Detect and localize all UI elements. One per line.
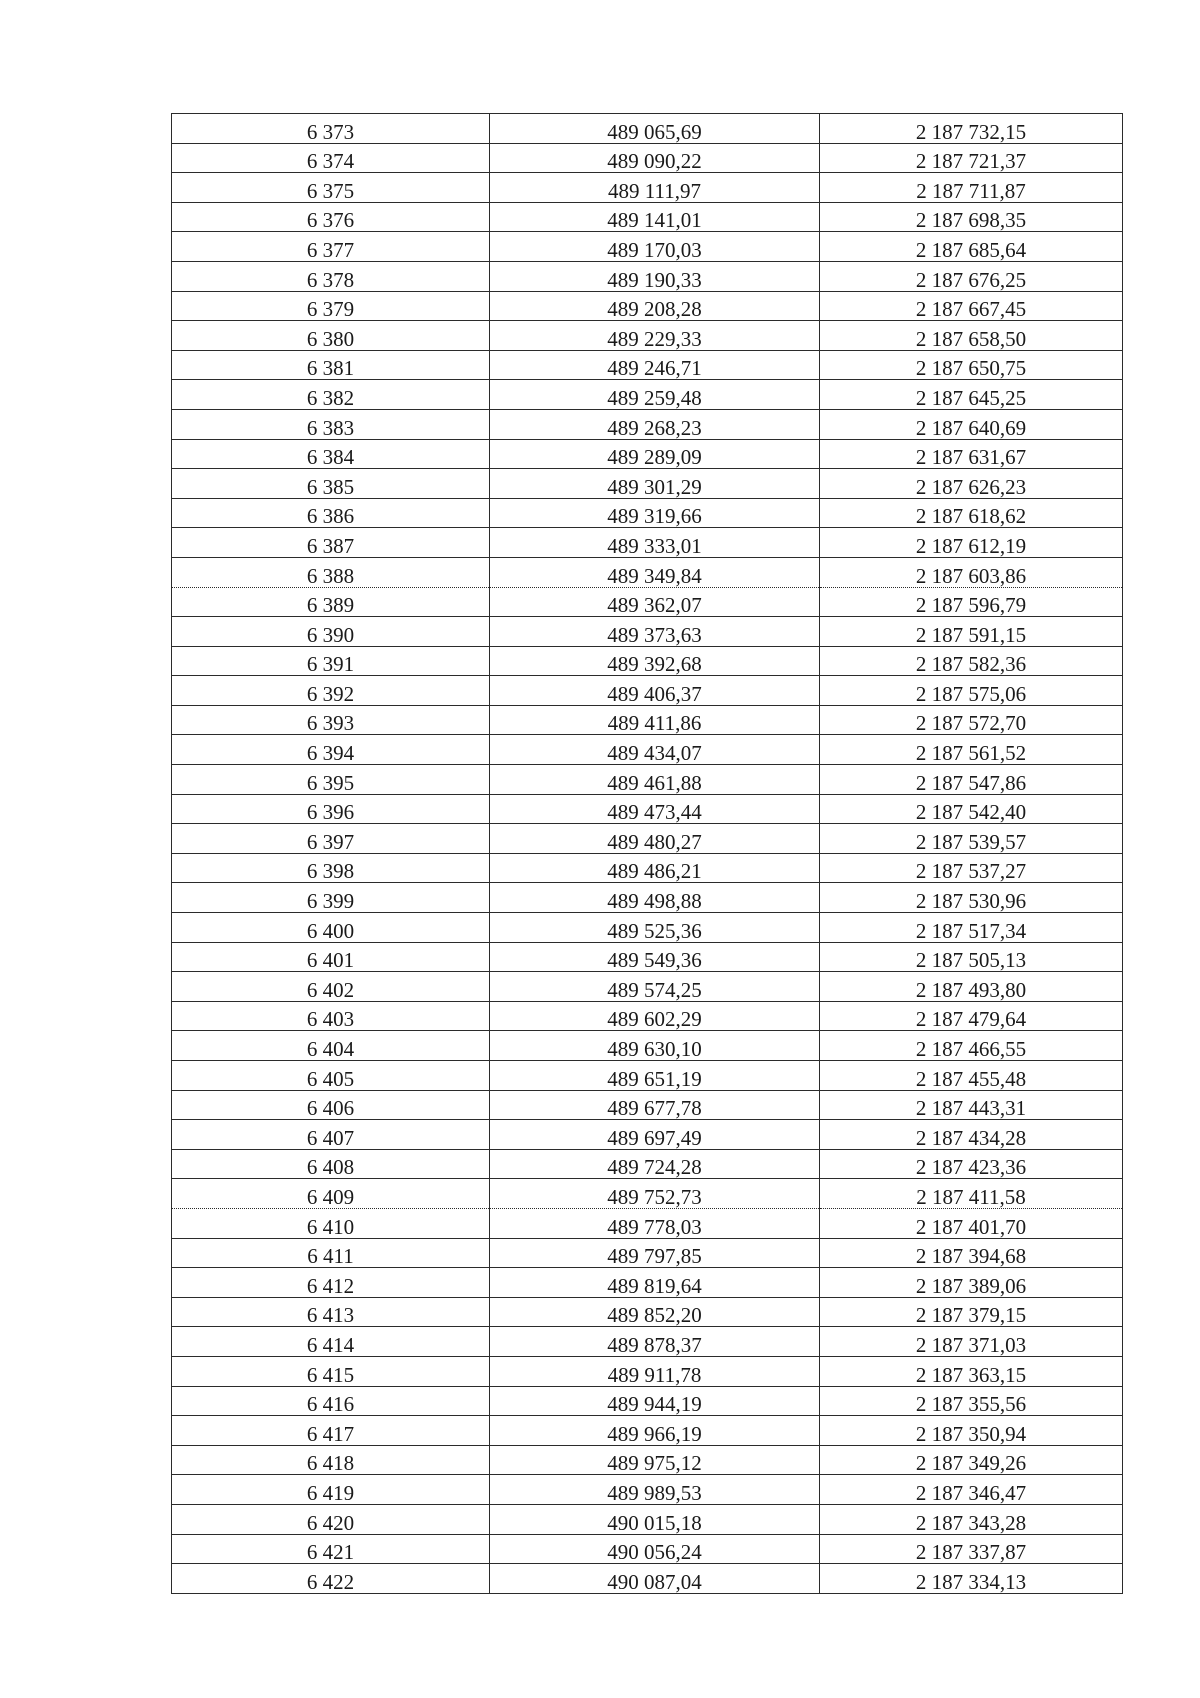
- table-row: [172, 291, 1123, 321]
- x-coordinate-cell: 489 549,36: [490, 942, 820, 972]
- x-coordinate-cell: 489 268,23: [490, 409, 820, 439]
- x-coordinate-cell: 489 975,12: [490, 1445, 820, 1475]
- point-number-cell: 6 393: [172, 705, 490, 735]
- point-number-cell: 6 411: [172, 1238, 490, 1268]
- y-coordinate-cell: 2 187 346,47: [820, 1475, 1123, 1505]
- table-row: [172, 173, 1123, 203]
- point-number-cell: 6 407: [172, 1120, 490, 1150]
- y-coordinate-cell: 2 187 493,80: [820, 972, 1123, 1002]
- point-number-cell: 6 378: [172, 261, 490, 291]
- x-coordinate-cell: 489 819,64: [490, 1268, 820, 1298]
- table-row: [172, 646, 1123, 676]
- table-row: [172, 1534, 1123, 1564]
- x-coordinate-cell: 489 208,28: [490, 291, 820, 321]
- table-row: [172, 409, 1123, 439]
- table-row: [172, 1386, 1123, 1416]
- x-coordinate-cell: 489 752,73: [490, 1179, 820, 1209]
- point-number-cell: 6 413: [172, 1297, 490, 1327]
- y-coordinate-cell: 2 187 547,86: [820, 765, 1123, 795]
- y-coordinate-cell: 2 187 561,52: [820, 735, 1123, 765]
- y-coordinate-cell: 2 187 732,15: [820, 114, 1123, 144]
- point-number-cell: 6 422: [172, 1564, 490, 1594]
- point-number-cell: 6 401: [172, 942, 490, 972]
- y-coordinate-cell: 2 187 676,25: [820, 261, 1123, 291]
- table-row: [172, 1120, 1123, 1150]
- y-coordinate-cell: 2 187 434,28: [820, 1120, 1123, 1150]
- table-row: [172, 1297, 1123, 1327]
- x-coordinate-cell: 489 392,68: [490, 646, 820, 676]
- y-coordinate-cell: 2 187 355,56: [820, 1386, 1123, 1416]
- table-row: [172, 1356, 1123, 1386]
- point-number-cell: 6 374: [172, 143, 490, 173]
- y-coordinate-cell: 2 187 466,55: [820, 1031, 1123, 1061]
- table-row: [172, 321, 1123, 351]
- point-number-cell: 6 373: [172, 114, 490, 144]
- x-coordinate-cell: 489 480,27: [490, 824, 820, 854]
- y-coordinate-cell: 2 187 603,86: [820, 557, 1123, 587]
- point-number-cell: 6 386: [172, 498, 490, 528]
- y-coordinate-cell: 2 187 631,67: [820, 439, 1123, 469]
- coordinates-table-body: [172, 114, 1123, 1594]
- x-coordinate-cell: 489 434,07: [490, 735, 820, 765]
- table-row: [172, 1327, 1123, 1357]
- y-coordinate-cell: 2 187 685,64: [820, 232, 1123, 262]
- x-coordinate-cell: 489 966,19: [490, 1416, 820, 1446]
- y-coordinate-cell: 2 187 530,96: [820, 883, 1123, 913]
- y-coordinate-cell: 2 187 575,06: [820, 676, 1123, 706]
- point-number-cell: 6 404: [172, 1031, 490, 1061]
- x-coordinate-cell: 489 349,84: [490, 557, 820, 587]
- table-row: [172, 528, 1123, 558]
- point-number-cell: 6 397: [172, 824, 490, 854]
- y-coordinate-cell: 2 187 394,68: [820, 1238, 1123, 1268]
- point-number-cell: 6 403: [172, 1001, 490, 1031]
- point-number-cell: 6 382: [172, 380, 490, 410]
- y-coordinate-cell: 2 187 612,19: [820, 528, 1123, 558]
- x-coordinate-cell: 489 989,53: [490, 1475, 820, 1505]
- y-coordinate-cell: 2 187 539,57: [820, 824, 1123, 854]
- x-coordinate-cell: 489 259,48: [490, 380, 820, 410]
- y-coordinate-cell: 2 187 337,87: [820, 1534, 1123, 1564]
- point-number-cell: 6 390: [172, 617, 490, 647]
- x-coordinate-cell: 490 087,04: [490, 1564, 820, 1594]
- x-coordinate-cell: 489 461,88: [490, 765, 820, 795]
- table-row: [172, 439, 1123, 469]
- y-coordinate-cell: 2 187 537,27: [820, 853, 1123, 883]
- y-coordinate-cell: 2 187 411,58: [820, 1179, 1123, 1209]
- table-row: [172, 380, 1123, 410]
- point-number-cell: 6 389: [172, 587, 490, 617]
- x-coordinate-cell: 489 065,69: [490, 114, 820, 144]
- point-number-cell: 6 399: [172, 883, 490, 913]
- table-row: [172, 972, 1123, 1002]
- table-row: [172, 1445, 1123, 1475]
- x-coordinate-cell: 490 015,18: [490, 1504, 820, 1534]
- point-number-cell: 6 417: [172, 1416, 490, 1446]
- y-coordinate-cell: 2 187 542,40: [820, 794, 1123, 824]
- table-row: [172, 1475, 1123, 1505]
- y-coordinate-cell: 2 187 505,13: [820, 942, 1123, 972]
- x-coordinate-cell: 489 111,97: [490, 173, 820, 203]
- y-coordinate-cell: 2 187 626,23: [820, 469, 1123, 499]
- y-coordinate-cell: 2 187 582,36: [820, 646, 1123, 676]
- point-number-cell: 6 405: [172, 1061, 490, 1091]
- point-number-cell: 6 387: [172, 528, 490, 558]
- x-coordinate-cell: 489 574,25: [490, 972, 820, 1002]
- table-row: [172, 1564, 1123, 1594]
- point-number-cell: 6 394: [172, 735, 490, 765]
- y-coordinate-cell: 2 187 455,48: [820, 1061, 1123, 1091]
- x-coordinate-cell: 489 778,03: [490, 1208, 820, 1238]
- table-row: [172, 1031, 1123, 1061]
- table-row: [172, 469, 1123, 499]
- y-coordinate-cell: 2 187 349,26: [820, 1445, 1123, 1475]
- y-coordinate-cell: 2 187 343,28: [820, 1504, 1123, 1534]
- y-coordinate-cell: 2 187 658,50: [820, 321, 1123, 351]
- point-number-cell: 6 418: [172, 1445, 490, 1475]
- table-row: [172, 587, 1123, 617]
- x-coordinate-cell: 489 141,01: [490, 202, 820, 232]
- point-number-cell: 6 391: [172, 646, 490, 676]
- point-number-cell: 6 395: [172, 765, 490, 795]
- point-number-cell: 6 375: [172, 173, 490, 203]
- x-coordinate-cell: 489 852,20: [490, 1297, 820, 1327]
- table-row: [172, 1238, 1123, 1268]
- x-coordinate-cell: 489 406,37: [490, 676, 820, 706]
- x-coordinate-cell: 489 411,86: [490, 705, 820, 735]
- point-number-cell: 6 377: [172, 232, 490, 262]
- coordinates-table: [171, 113, 1123, 1594]
- table-row: [172, 202, 1123, 232]
- point-number-cell: 6 381: [172, 350, 490, 380]
- table-row: [172, 1061, 1123, 1091]
- table-row: [172, 1179, 1123, 1209]
- y-coordinate-cell: 2 187 350,94: [820, 1416, 1123, 1446]
- point-number-cell: 6 384: [172, 439, 490, 469]
- point-number-cell: 6 388: [172, 557, 490, 587]
- table-row: [172, 557, 1123, 587]
- point-number-cell: 6 376: [172, 202, 490, 232]
- x-coordinate-cell: 489 319,66: [490, 498, 820, 528]
- x-coordinate-cell: 489 677,78: [490, 1090, 820, 1120]
- point-number-cell: 6 392: [172, 676, 490, 706]
- point-number-cell: 6 406: [172, 1090, 490, 1120]
- table-row: [172, 853, 1123, 883]
- y-coordinate-cell: 2 187 371,03: [820, 1327, 1123, 1357]
- x-coordinate-cell: 489 911,78: [490, 1356, 820, 1386]
- point-number-cell: 6 408: [172, 1149, 490, 1179]
- x-coordinate-cell: 489 651,19: [490, 1061, 820, 1091]
- table-row: [172, 1504, 1123, 1534]
- table-row: [172, 1208, 1123, 1238]
- table-row: [172, 913, 1123, 943]
- table-row: [172, 1001, 1123, 1031]
- point-number-cell: 6 396: [172, 794, 490, 824]
- point-number-cell: 6 415: [172, 1356, 490, 1386]
- y-coordinate-cell: 2 187 479,64: [820, 1001, 1123, 1031]
- x-coordinate-cell: 489 289,09: [490, 439, 820, 469]
- table-row: [172, 883, 1123, 913]
- point-number-cell: 6 410: [172, 1208, 490, 1238]
- y-coordinate-cell: 2 187 379,15: [820, 1297, 1123, 1327]
- point-number-cell: 6 385: [172, 469, 490, 499]
- x-coordinate-cell: 489 190,33: [490, 261, 820, 291]
- x-coordinate-cell: 489 333,01: [490, 528, 820, 558]
- y-coordinate-cell: 2 187 645,25: [820, 380, 1123, 410]
- x-coordinate-cell: 489 301,29: [490, 469, 820, 499]
- point-number-cell: 6 383: [172, 409, 490, 439]
- point-number-cell: 6 379: [172, 291, 490, 321]
- point-number-cell: 6 421: [172, 1534, 490, 1564]
- table-row: [172, 1149, 1123, 1179]
- table-row: [172, 1268, 1123, 1298]
- y-coordinate-cell: 2 187 423,36: [820, 1149, 1123, 1179]
- y-coordinate-cell: 2 187 517,34: [820, 913, 1123, 943]
- point-number-cell: 6 414: [172, 1327, 490, 1357]
- x-coordinate-cell: 489 602,29: [490, 1001, 820, 1031]
- x-coordinate-cell: 489 090,22: [490, 143, 820, 173]
- point-number-cell: 6 416: [172, 1386, 490, 1416]
- table-row: [172, 735, 1123, 765]
- x-coordinate-cell: 489 498,88: [490, 883, 820, 913]
- table-row: [172, 114, 1123, 144]
- y-coordinate-cell: 2 187 363,15: [820, 1356, 1123, 1386]
- x-coordinate-cell: 489 878,37: [490, 1327, 820, 1357]
- x-coordinate-cell: 489 373,63: [490, 617, 820, 647]
- x-coordinate-cell: 489 362,07: [490, 587, 820, 617]
- x-coordinate-cell: 489 797,85: [490, 1238, 820, 1268]
- table-row: [172, 1090, 1123, 1120]
- y-coordinate-cell: 2 187 596,79: [820, 587, 1123, 617]
- y-coordinate-cell: 2 187 389,06: [820, 1268, 1123, 1298]
- y-coordinate-cell: 2 187 711,87: [820, 173, 1123, 203]
- x-coordinate-cell: 489 229,33: [490, 321, 820, 351]
- y-coordinate-cell: 2 187 401,70: [820, 1208, 1123, 1238]
- y-coordinate-cell: 2 187 698,35: [820, 202, 1123, 232]
- x-coordinate-cell: 489 944,19: [490, 1386, 820, 1416]
- table-row: [172, 498, 1123, 528]
- table-row: [172, 350, 1123, 380]
- y-coordinate-cell: 2 187 572,70: [820, 705, 1123, 735]
- x-coordinate-cell: 489 170,03: [490, 232, 820, 262]
- table-row: [172, 824, 1123, 854]
- table-row: [172, 676, 1123, 706]
- x-coordinate-cell: 489 525,36: [490, 913, 820, 943]
- y-coordinate-cell: 2 187 650,75: [820, 350, 1123, 380]
- table-row: [172, 705, 1123, 735]
- x-coordinate-cell: 489 697,49: [490, 1120, 820, 1150]
- y-coordinate-cell: 2 187 591,15: [820, 617, 1123, 647]
- x-coordinate-cell: 489 486,21: [490, 853, 820, 883]
- point-number-cell: 6 419: [172, 1475, 490, 1505]
- table-row: [172, 765, 1123, 795]
- table-row: [172, 1416, 1123, 1446]
- y-coordinate-cell: 2 187 667,45: [820, 291, 1123, 321]
- x-coordinate-cell: 489 246,71: [490, 350, 820, 380]
- y-coordinate-cell: 2 187 443,31: [820, 1090, 1123, 1120]
- x-coordinate-cell: 489 473,44: [490, 794, 820, 824]
- point-number-cell: 6 398: [172, 853, 490, 883]
- x-coordinate-cell: 490 056,24: [490, 1534, 820, 1564]
- point-number-cell: 6 400: [172, 913, 490, 943]
- x-coordinate-cell: 489 630,10: [490, 1031, 820, 1061]
- table-row: [172, 617, 1123, 647]
- y-coordinate-cell: 2 187 640,69: [820, 409, 1123, 439]
- table-row: [172, 942, 1123, 972]
- point-number-cell: 6 409: [172, 1179, 490, 1209]
- table-row: [172, 143, 1123, 173]
- table-row: [172, 261, 1123, 291]
- table-row: [172, 232, 1123, 262]
- table-row: [172, 794, 1123, 824]
- point-number-cell: 6 380: [172, 321, 490, 351]
- y-coordinate-cell: 2 187 618,62: [820, 498, 1123, 528]
- point-number-cell: 6 420: [172, 1504, 490, 1534]
- x-coordinate-cell: 489 724,28: [490, 1149, 820, 1179]
- point-number-cell: 6 402: [172, 972, 490, 1002]
- y-coordinate-cell: 2 187 334,13: [820, 1564, 1123, 1594]
- point-number-cell: 6 412: [172, 1268, 490, 1298]
- y-coordinate-cell: 2 187 721,37: [820, 143, 1123, 173]
